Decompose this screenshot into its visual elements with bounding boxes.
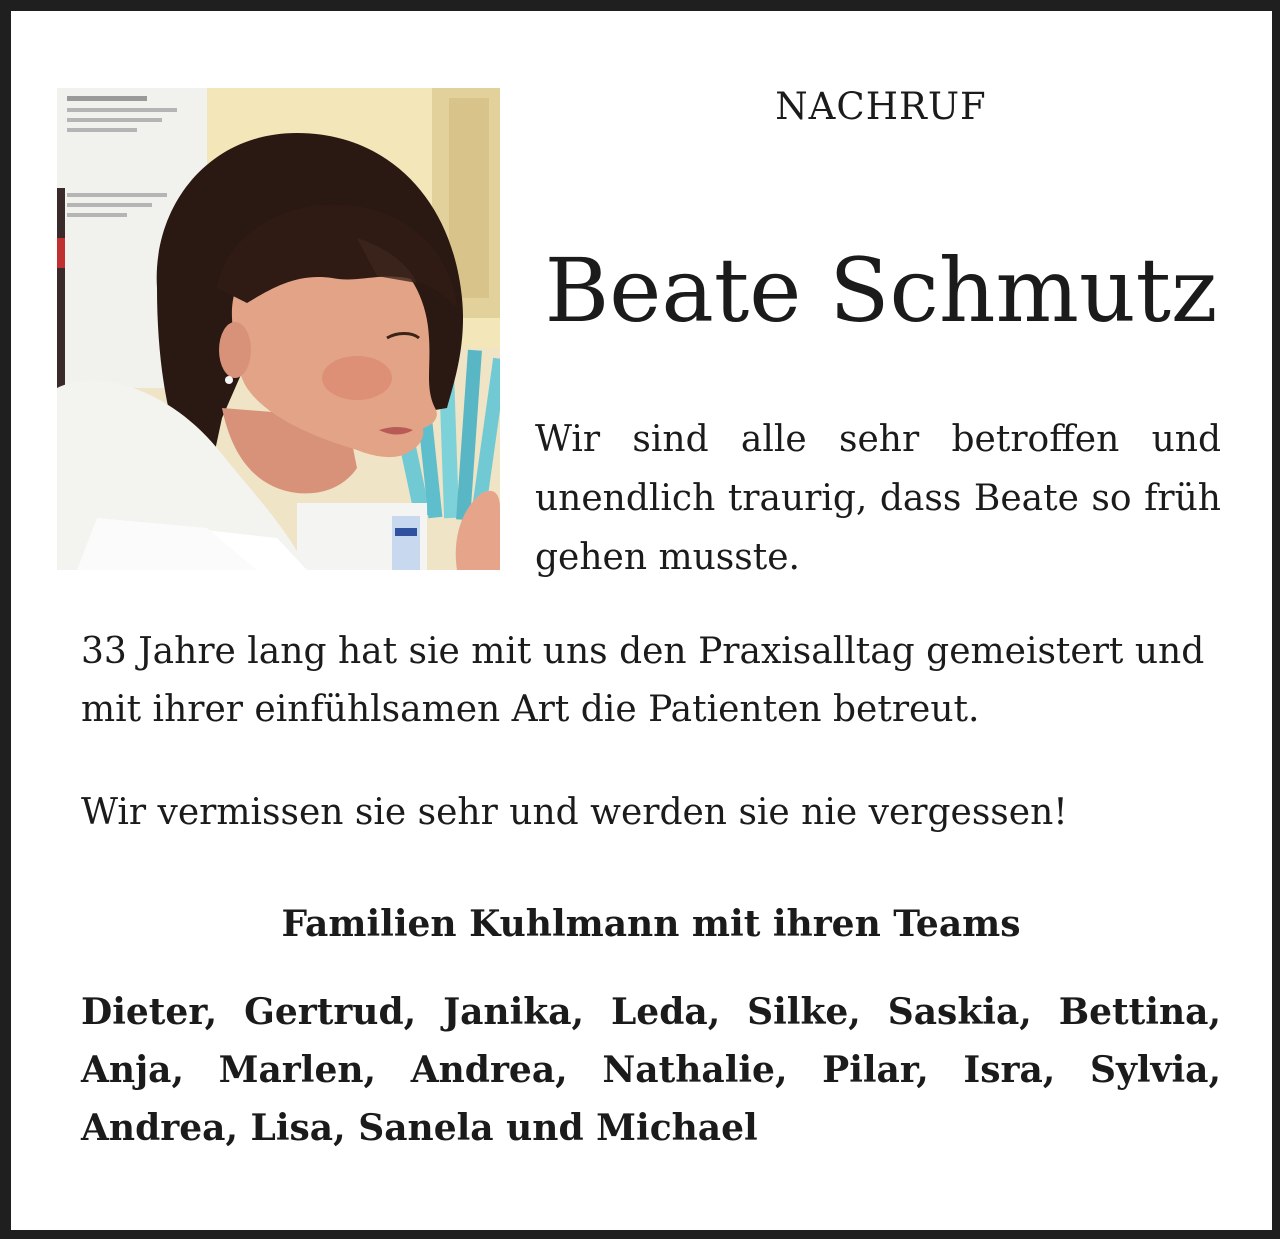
closing-paragraph: Wir vermissen sie sehr und werden sie nie vergessen! — [81, 792, 1068, 833]
notice-label: NACHRUF — [775, 85, 987, 128]
team-names: Dieter, Gertrud, Janika, Leda, Silke, Saskia, Bettina, Anja, Marlen, Andrea, Nathalie, Pilar, Isra, Sylvia, Andrea, Lisa, Sanela und Michael — [81, 991, 1221, 1149]
signature-line: Familien Kuhlmann mit ihren Teams — [281, 903, 1021, 945]
intro-paragraph: Wir sind alle sehr betroffen und unendlich traurig, dass Beate so früh gehen musste. — [535, 419, 1221, 578]
tribute-paragraph: 33 Jahre lang hat sie mit uns den Praxisalltag gemeistert und mit ihrer einfühlsamen Art die Patienten betreut. — [81, 631, 1205, 730]
deceased-name: Beate Schmutz — [544, 239, 1218, 342]
portrait-photo — [57, 88, 500, 570]
